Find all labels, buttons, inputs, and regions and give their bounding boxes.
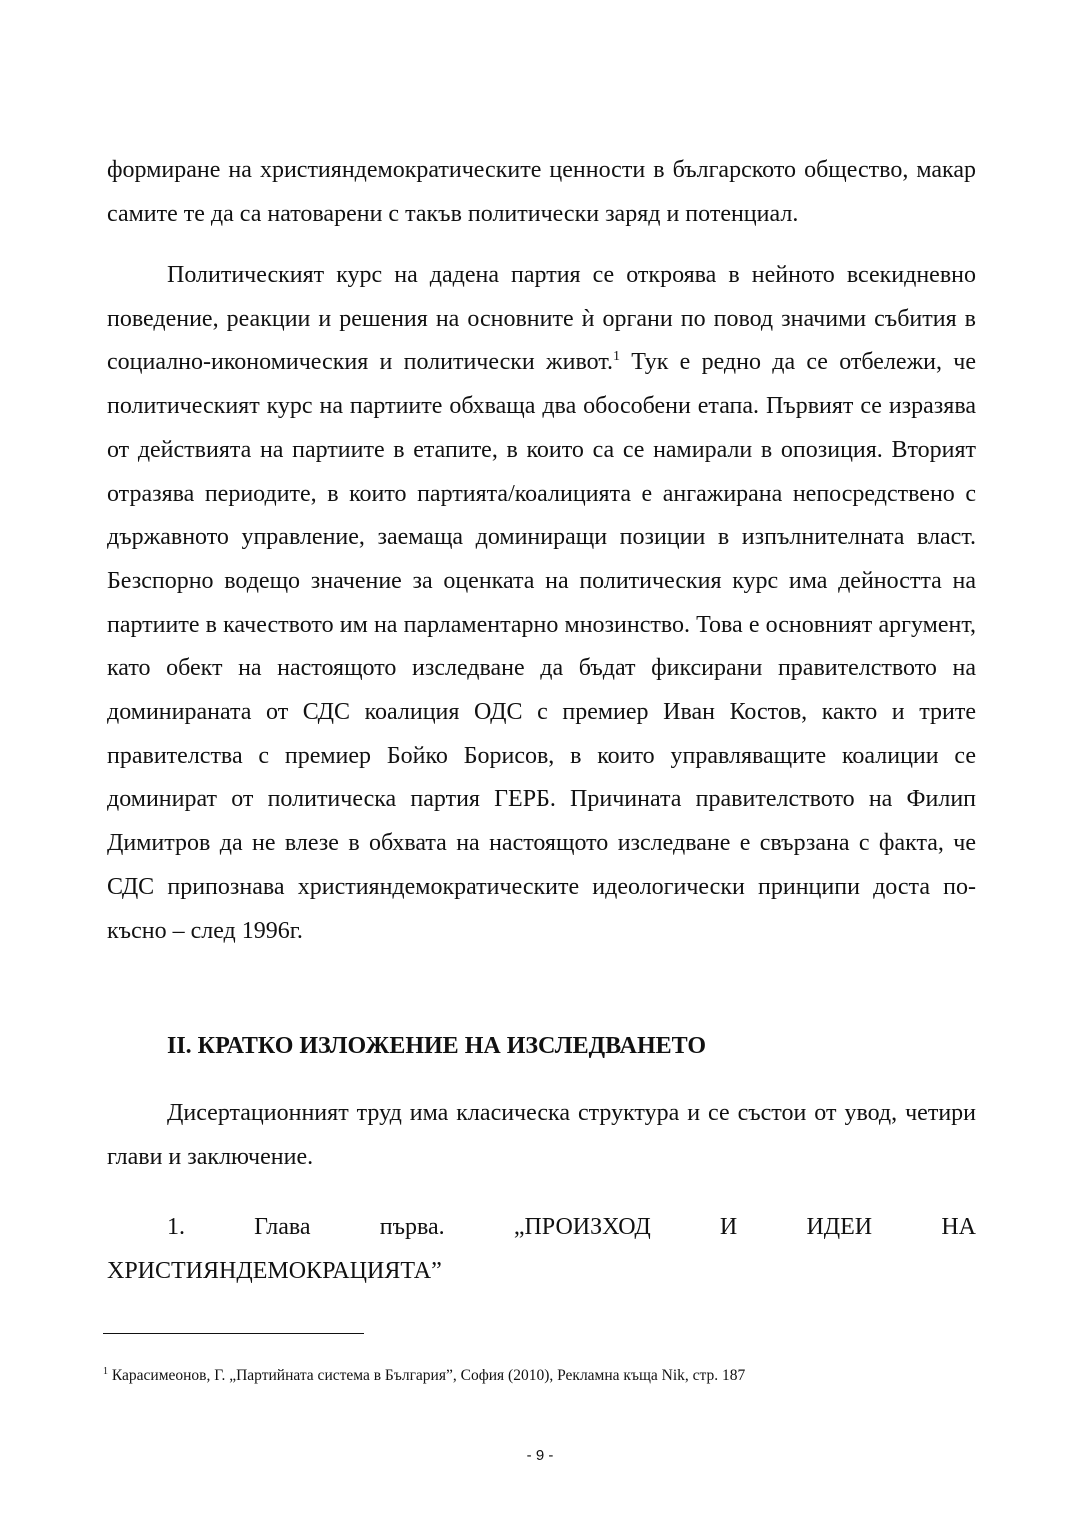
page-number: - 9 -: [526, 1447, 554, 1464]
paragraph-political-course-part1: Политическият курс на дадена партия се откроява в нейното всекидневно поведение, реакции и решения на основните ѝ органи по повод значими събития в социално-икономическия и политически живот.: [107, 262, 976, 376]
chapter-heading: [107, 1205, 976, 1293]
chapter-word: И: [719, 1214, 738, 1240]
chapter-number: 1.: [167, 1214, 185, 1240]
chapter-word: първа.: [379, 1214, 445, 1240]
footnote-text: Карасимеонов, Г. „Партийната система в България”, София (2010), Рекламна къща Nik, стр. 187: [108, 1367, 746, 1384]
footnote-reference[interactable]: 1: [613, 349, 620, 365]
chapter-heading-line2: ХРИСТИЯНДЕМОКРАЦИЯТА”: [107, 1258, 442, 1284]
chapter-heading-line1: [107, 1205, 976, 1249]
chapter-word: „ПРОИЗХОД: [513, 1214, 651, 1240]
paragraph-political-course-part2: Тук е редно да се отбележи, че политическият курс на партиите обхваща два обособени етапа. Първият се изразява от действията на партиите в етапите, в които са се намирали в опозиция. Вторият отразява периодите, в които партията/коалицията е ангажирана непосредствено с държавното управление, заемаща доминиращи позиции в изпълнителната власт. Безспорно водещо значение за оценката на политическия курс има дейността на партиите в качеството им на парламентарно мнозинство. Това е основният аргумент, като обект на настоящото изследване да бъдат фиксирани правителството на доминираната от СДС коалиция ОДС с премиер Иван Костов, както и трите правителства с премиер Бойко Борисов, в които управляващите коалиции се доминират от политическа партия ГЕРБ. Причината правителството на Филип Димитров да не влезе в обхвата на настоящото изследване е свързана с факта, че СДС припознава християндемократическите идеологически принципи доста по-късно – след 1996г.: [107, 349, 976, 944]
chapter-word: Глава: [254, 1214, 311, 1240]
paragraph-political-course: [107, 254, 976, 953]
paragraph-structure: Дисертационният труд има класическа структура и се състои от увод, четири глави и заключение.: [107, 1100, 976, 1170]
footnote-marker: 1: [103, 1365, 108, 1377]
footnote-separator: [103, 1333, 364, 1334]
chapter-word: ИДЕИ: [806, 1214, 873, 1240]
paragraph-continuation: формиране на християндемократическите ценности в българското общество, макар самите те да са натоварени с такъв политически заряд и потенциал.: [107, 157, 976, 227]
chapter-word: НА: [941, 1214, 976, 1240]
section-heading: II. КРАТКО ИЗЛОЖЕНИЕ НА ИЗСЛЕДВАНЕТО: [167, 1033, 707, 1059]
footnote: [103, 1365, 745, 1387]
